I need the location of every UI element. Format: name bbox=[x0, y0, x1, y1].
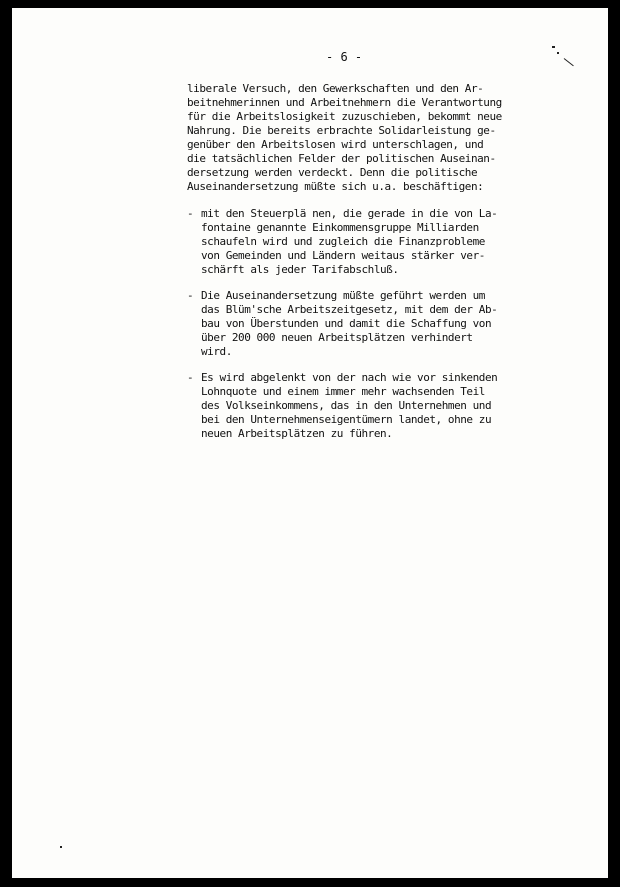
text-line: das Blüm'sche Arbeitszeitgesetz, mit dem der Ab- bbox=[201, 303, 498, 316]
text-line: fontaine genannte Einkommensgruppe Milliarden bbox=[201, 221, 479, 234]
text-line: dersetzung werden verdeckt. Denn die politische bbox=[187, 166, 478, 179]
bullet-dash: - bbox=[187, 371, 194, 384]
scan-mark bbox=[564, 58, 574, 66]
text-line: für die Arbeitslosigkeit zuzuschieben, bekommt neue bbox=[187, 110, 502, 123]
text-line: Lohnquote und einem immer mehr wachsenden Teil bbox=[201, 385, 485, 398]
scan-mark bbox=[557, 52, 559, 54]
text-line: beitnehmerinnen und Arbeitnehmern die Verantwortung bbox=[187, 96, 502, 109]
text-line: über 200 000 neuen Arbeitsplätzen verhindert bbox=[201, 331, 473, 344]
bullet-dash: - bbox=[187, 289, 194, 302]
text-line: genüber den Arbeitslosen wird unterschlagen, und bbox=[187, 138, 484, 151]
intro-paragraph bbox=[187, 82, 567, 194]
text-line: bau von Überstunden und damit die Schaffung von bbox=[201, 317, 492, 330]
text-line: Nahrung. Die bereits erbrachte Solidarleistung ge- bbox=[187, 124, 496, 137]
text-line: des Volkseinkommens, das in den Unternehmen und bbox=[201, 399, 492, 412]
page-number: - 6 - bbox=[326, 50, 363, 64]
bullet-item-tax-plans bbox=[187, 207, 567, 277]
text-line: wird. bbox=[201, 345, 232, 358]
text-line: mit den Steuerplä nen, die gerade in die von La- bbox=[201, 207, 498, 220]
text-line: bei den Unternehmenseigentümern landet, ohne zu bbox=[201, 413, 492, 426]
document-page bbox=[12, 8, 608, 878]
scan-mark bbox=[60, 846, 62, 848]
text-line: die tatsächlichen Felder der politischen Auseinan- bbox=[187, 152, 496, 165]
text-line: Die Auseinandersetzung müßte geführt werden um bbox=[201, 289, 485, 302]
bullet-item-working-time-law bbox=[187, 289, 567, 359]
bullet-dash: - bbox=[187, 207, 194, 220]
text-line: neuen Arbeitsplätzen zu führen. bbox=[201, 427, 393, 440]
text-line: von Gemeinden und Ländern weitaus stärker ver- bbox=[201, 249, 485, 262]
bullet-item-wage-share bbox=[187, 371, 567, 441]
scan-mark bbox=[552, 46, 555, 48]
text-line: Auseinandersetzung müßte sich u.a. beschäftigen: bbox=[187, 180, 484, 193]
text-line: Es wird abgelenkt von der nach wie vor sinkenden bbox=[201, 371, 498, 384]
text-line: schaufeln wird und zugleich die Finanzprobleme bbox=[201, 235, 485, 248]
text-line: liberale Versuch, den Gewerkschaften und den Ar- bbox=[187, 82, 484, 95]
document-body bbox=[187, 82, 567, 441]
text-line: schärft als jeder Tarifabschluß. bbox=[201, 263, 399, 276]
